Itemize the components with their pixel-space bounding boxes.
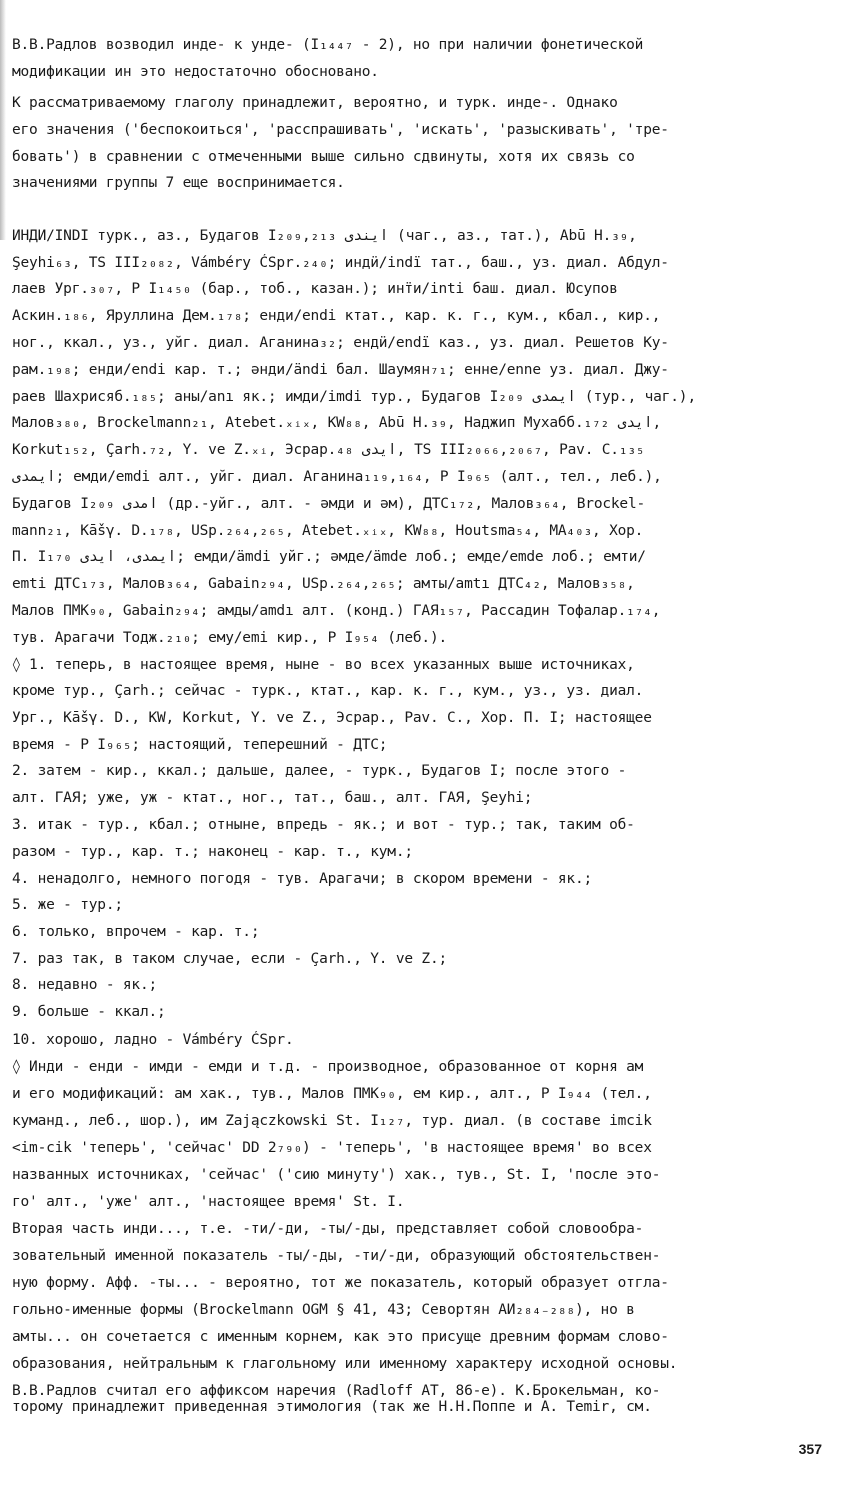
text-line: 3. итак - тур., кбал.; отныне, впредь - як.; и вот - тур.; так, таким об- — [12, 817, 635, 833]
text-line: ايمدى; емди/emdi алт., уйг. диал. Аганина₁₁₉,₁₆₄, P I₉₆₅ (алт., тел., леб.), — [12, 469, 662, 485]
text-line: ◊ 1. теперь, в настоящее время, ныне - во всех указанных выше источниках, — [12, 657, 635, 673]
text-line: бовать') в сравнении с отмеченными выше сильно сдвинуты, хотя их связь со — [12, 149, 635, 165]
text-line: названных источниках, 'сейчас' ('сию минуту') хак., тув., St. I, 'после это- — [12, 1167, 661, 1183]
text-line: mann₂₁, Kāšγ. D.₁₇₈, USp.₂₆₄,₂₆₅, Atebet.ₓᵢₓ, KW₈₈, Houtsma₅₄, МА₄₀₃, Хор. — [12, 523, 644, 539]
text-line: В.В.Радлов считал его аффиксом наречия (Radloff AT, 86-е). К.Брокельман, ко- — [12, 1383, 661, 1399]
text-line: Малов ПМК₉₀, Gabain₂₉₄; амды/amdı алт. (конд.) ГАЯ₁₅₇, Рассадин Тофалар.₁₇₄, — [12, 603, 661, 619]
text-line: лаев Ург.₃₀₇, P I₁₄₅₀ (бар., тоб., казан.); инт̈и/inti баш. диал. Юсупов — [12, 281, 618, 297]
text-line: торому принадлежит приведенная этимология (так же Н.Н.Поппе и А. Temir, см. — [12, 1398, 652, 1415]
text-line: гольно-именные формы (Brockelmann OGM § 41, 43; Севортян АИ₂₈₄₋₂₈₈), но в — [12, 1302, 635, 1318]
text-line: раев Шахрисяб.₁₈₅; аны/anı як.; имди/imdi тур., Будагов I₂₀₉ ايمدى (тур., чаг.), — [12, 389, 697, 405]
text-line: Ург., Kāšγ. D., KW, Korkut, Y. ve Z., Эсрар., Pav. C., Хор. П. I; настоящее — [12, 710, 652, 726]
text-line: ног., ккал., уз., уйг. диал. Аганина₃₂; ендӥ/endï каз., уз. диал. Решетов Ку- — [12, 335, 669, 351]
page-number: 357 — [798, 1441, 822, 1457]
text-line: Будагов I₂₀₉ امدى (др.-уйг., алт. - әмди и әм), ДТС₁₇₂, Малов₃₆₄, Brockel- — [12, 496, 646, 512]
text-line: К рассматриваемому глаголу принадлежит, вероятно, и турк. инде-. Однако — [12, 95, 618, 111]
text-line: алт. ГАЯ; уже, уж - ктат., ног., тат., баш., алт. ГАЯ, Şeyhi; — [12, 790, 533, 806]
text-line: куманд., леб., шор.), им Zajączkowski St. I₁₂₇, тур. диал. (в составе imcik — [12, 1113, 652, 1129]
text-line: разом - тур., кар. т.; наконец - кар. т., кум.; — [12, 844, 413, 860]
text-line: П. I₁₇₀ ايمدى، ايدى; емди/ämdi уйг.; әмде/ämde лоб.; емде/emde лоб.; емти/ — [12, 549, 646, 565]
text-line: Малов₃₈₀, Brockelmann₂₁, Atebet.ₓᵢₓ, KW₈₈, Abū H.₃₉, Наджип Мухабб.₁₇₂ ايدى, — [12, 415, 662, 431]
text-line: модификации ин это недостаточно обосновано. — [12, 64, 379, 80]
text-line: 8. недавно - як.; — [12, 977, 158, 993]
text-line: его значения ('беспокоиться', 'расспрашивать', 'искать', 'разыскивать', 'тре- — [12, 122, 669, 138]
text-line: <im-cik 'теперь', 'сейчас' DD 2₇₉₀) - 'теперь', 'в настоящее время' во всех — [12, 1140, 652, 1156]
text-line: 9. больше - ккал.; — [12, 1004, 166, 1020]
text-line: зовательный именной показатель -ты/-ды, -ти/-ди, образующий обстоятельствен- — [12, 1248, 661, 1264]
text-line: Вторая часть инди..., т.е. -ти/-ди, -ты/-ды, представляет собой словообра- — [12, 1221, 644, 1237]
text-line: Korkut₁₅₂, Çarh.₇₂, Y. ve Z.ₓᵢ, Эсрар.₄₈ ايدى, TS III₂₀₆₆,₂₀₆₇, Pav. C.₁₃₅ — [12, 442, 645, 458]
text-line: Şeyhi₆₃, TS III₂₀₈₂, Vámbéry ĆSpr.₂₄₀; индӥ/indï тат., баш., уз. диал. Абдул- — [12, 255, 669, 271]
text-line: тув. Арагачи Тодж.₂₁₀; ему/emi кир., P I₉₅₄ (леб.). — [12, 630, 448, 646]
text-line: emti ДТС₁₇₃, Малов₃₆₄, Gabain₂₉₄, USp.₂₆₄,₂₆₅; амты/amtı ДТС₄₂, Малов₃₅₈, — [12, 576, 635, 592]
text-line: ную форму. Афф. -ты... - вероятно, тот же показатель, который образует отгла- — [12, 1275, 669, 1291]
text-line: 4. ненадолго, немного погодя - тув. Арагачи; в скором времени - як.; — [12, 871, 593, 887]
text-line: значениями группы 7 еще воспринимается. — [12, 175, 345, 191]
scan-edge-shadow — [0, 0, 6, 240]
text-line: В.В.Радлов возводил инде- к унде- (I₁₄₄₇ - 2), но при наличии фонетической — [12, 37, 644, 53]
text-line: образования, нейтральным к глагольному или именному характеру исходной основы. — [12, 1356, 678, 1372]
text-line: рам.₁₉₈; енди/endi кар. т.; әнди/ändi бал. Шаумян₇₁; енне/enne уз. диал. Джу- — [12, 362, 669, 378]
text-line: ИНДИ/INDI турк., аз., Будагов I₂₀₉,₂₁₃ ايندى (чаг., аз., тат.), Abū H.₃₉, — [12, 228, 637, 244]
text-line: 10. хорошо, ладно - Vámbéry ĆSpr. — [12, 1032, 294, 1048]
text-line: амты... он сочетается с именным корнем, как это присуще древним формам слово- — [12, 1329, 669, 1345]
text-line: 6. только, впрочем - кар. т.; — [12, 924, 260, 940]
text-line: 7. раз так, в таком случае, если - Çarh., Y. ve Z.; — [12, 951, 448, 967]
text-line: го' алт., 'уже' алт., 'настоящее время' St. I. — [12, 1194, 405, 1210]
text-line: и его модификаций: ам хак., тув., Малов ПМК₉₀, ем кир., алт., P I₉₄₄ (тел., — [12, 1086, 652, 1102]
text-line: Аскин.₁₈₆, Яруллина Дем.₁₇₈; енди/endi ктат., кар. к. г., кум., кбал., кир., — [12, 308, 661, 324]
text-line: 2. затем - кир., ккал.; дальше, далее, - турк., Будагов I; после этого - — [12, 763, 627, 779]
text-line: время - P I₉₆₅; настоящий, теперешний - ДТС; — [12, 737, 388, 753]
text-line: 5. же - тур.; — [12, 897, 123, 913]
text-line: кроме тур., Çarh.; сейчас - турк., ктат., кар. к. г., кум., уз., уз. диал. — [12, 683, 644, 699]
text-line: ◊ Инди - енди - имди - емди и т.д. - производное, образованное от корня ам — [12, 1059, 644, 1075]
